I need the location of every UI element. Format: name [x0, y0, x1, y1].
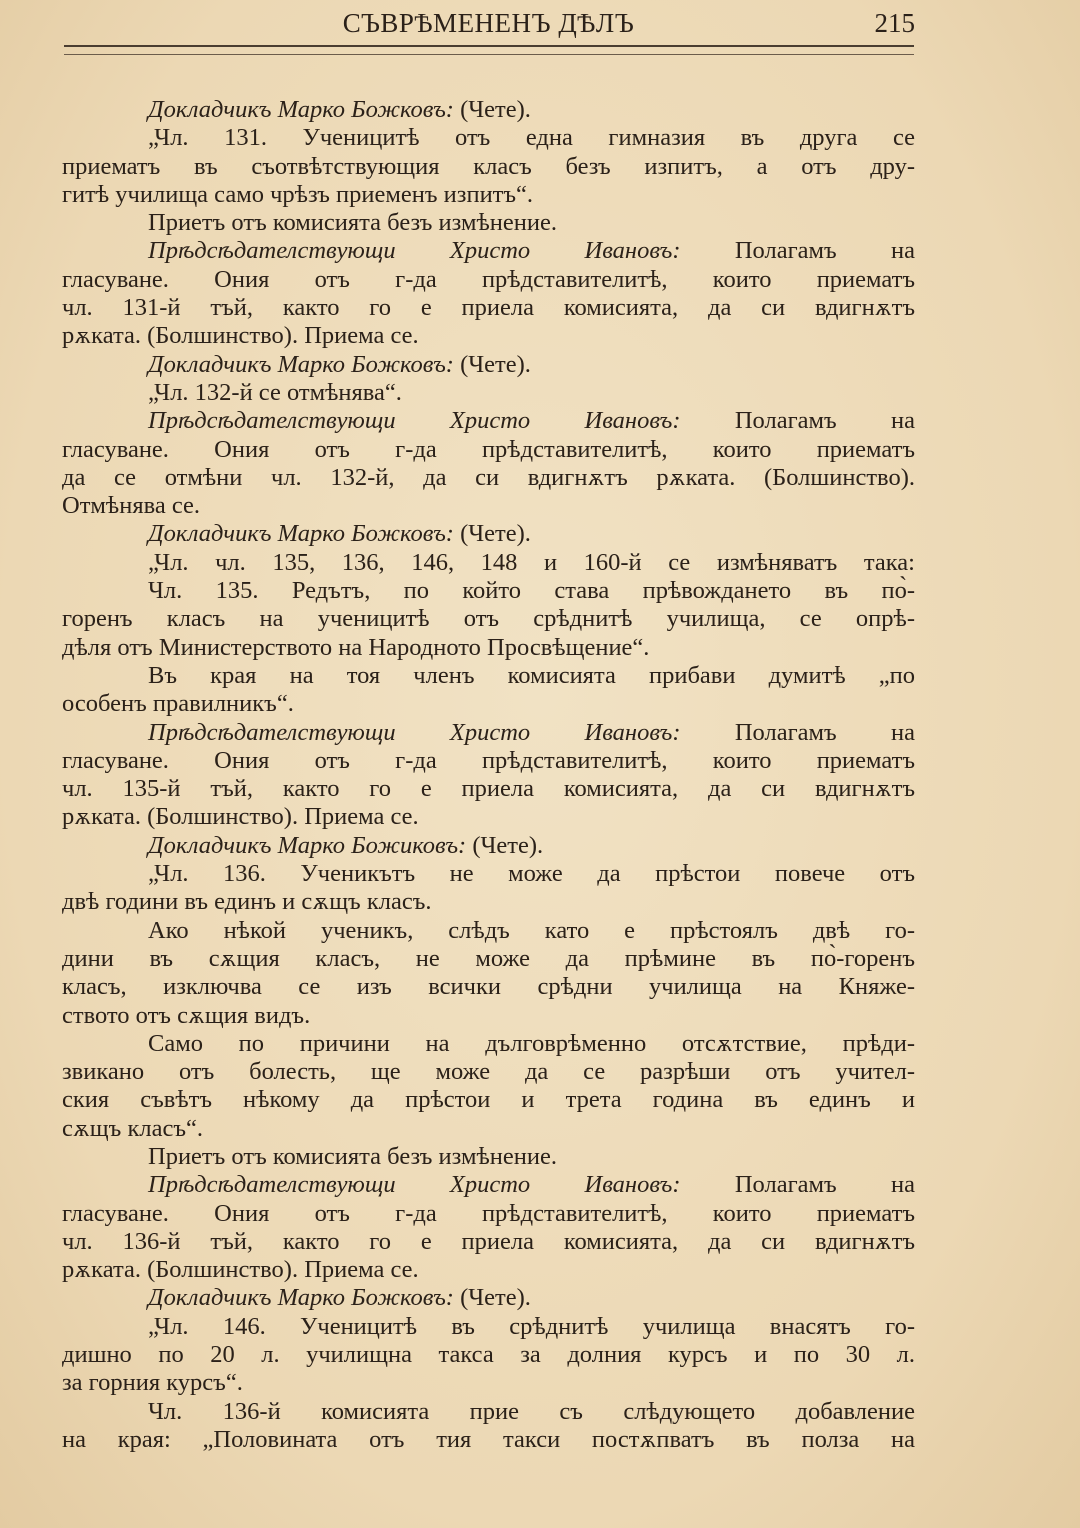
- running-header: [62, 6, 915, 40]
- line-text: Чл. 135. Редътъ, по който става прѣвождането въ по̀-: [148, 577, 915, 605]
- line-text: дишно по 20 л. училищна такса за долния курсъ и по 30 л.: [62, 1341, 915, 1369]
- line-text: „Чл. чл. 135, 136, 146, 148 и 160-й се измѣняватъ така:: [148, 548, 915, 576]
- line-text: Отмѣнява се.: [62, 492, 201, 520]
- line-text: двѣ години въ единъ и сѫщъ класъ.: [62, 888, 432, 916]
- line-text: особенъ правилникъ“.: [62, 690, 294, 718]
- text-line: [62, 775, 915, 803]
- speaker-name: Докладчикъ Марко Божковъ:: [148, 96, 454, 123]
- line-text: да се отмѣни чл. 132-й, да си вдигнѫтъ рѫката. (Болшинство).: [62, 463, 915, 491]
- text-line: [62, 1115, 915, 1143]
- line-text: рѫката. (Болшинство). Приема се.: [62, 1256, 419, 1284]
- line-text: Въ края на тоя членъ комисията прибави думитѣ „по: [148, 661, 915, 689]
- text-line: [62, 945, 915, 973]
- text-line: [62, 237, 915, 265]
- line-text: дѣля отъ Министерството на Народното Просвѣщение“.: [62, 633, 650, 661]
- line-text: дини въ сѫщия класъ, не може да прѣмине въ по̀-горенъ: [62, 944, 915, 972]
- line-text: „Чл. 132-й се отмѣнява“.: [148, 378, 402, 406]
- line-text: ския съвѣтъ нѣкому да прѣстои и трета година въ единъ и: [62, 1086, 915, 1114]
- line-text: горенъ класъ на ученицитѣ отъ срѣднитѣ училища, се опрѣ-: [62, 605, 915, 633]
- text-line: [62, 124, 915, 152]
- text-line: [62, 1171, 915, 1199]
- text-line: [62, 888, 915, 916]
- line-text: Приетъ отъ комисията безъ измѣнение.: [148, 209, 557, 237]
- speaker-name: Прѣдсѣдателствующи Христо Ивановъ:: [148, 237, 681, 265]
- line-text: (Чете).: [453, 1284, 531, 1312]
- page-number: 215: [874, 8, 915, 38]
- speaker-name: Прѣдсѣдателствующи Христо Ивановъ:: [148, 718, 681, 746]
- line-text: Чл. 136-й комисията прие съ слѣдующето добавление: [148, 1397, 915, 1425]
- text-line: [62, 1200, 915, 1228]
- line-text: Полагамъ на: [680, 1171, 915, 1199]
- text-line: [62, 832, 915, 860]
- line-text: гитѣ училища само чрѣзъ приеменъ изпитъ“.: [62, 180, 534, 208]
- text-line: [62, 1398, 915, 1426]
- text-line: [62, 181, 915, 209]
- text-line: [62, 1002, 915, 1030]
- line-text: Полагамъ на: [680, 718, 915, 746]
- text-line: [62, 690, 915, 718]
- text-line: [62, 549, 915, 577]
- speaker-name: Докладчикъ Марко Божковъ:: [148, 1284, 454, 1312]
- text-line: [62, 1058, 915, 1086]
- speaker-name: Докладчикъ Марко Божковъ:: [148, 350, 454, 378]
- line-text: сѫщъ класъ“.: [62, 1114, 204, 1142]
- text-line: [62, 266, 915, 294]
- text-line: [62, 1426, 915, 1454]
- text-line: [62, 322, 915, 350]
- text-line: [62, 1086, 915, 1114]
- line-text: „Чл. 146. Ученицитѣ въ срѣднитѣ училища внасятъ го-: [148, 1312, 915, 1340]
- speaker-name: Прѣдсѣдателствующи Христо Ивановъ:: [148, 1171, 681, 1199]
- speaker-name: Докладчикъ Марко Божковъ:: [148, 520, 454, 548]
- text-line: [62, 351, 915, 379]
- text-line: [62, 1369, 915, 1397]
- text-line: [62, 1228, 915, 1256]
- line-text: „Чл. 136. Ученикътъ не може да прѣстои повече отъ: [148, 860, 915, 888]
- text-line: [62, 662, 915, 690]
- line-text: гласуване. Ония отъ г-да прѣдставителитѣ, които приематъ: [62, 1199, 915, 1227]
- text-line: [62, 917, 915, 945]
- text-line: [62, 464, 915, 492]
- text-line: [62, 436, 915, 464]
- text-line: [62, 294, 915, 322]
- text-line: [62, 1030, 915, 1058]
- text-line: [62, 1256, 915, 1284]
- text-line: [62, 209, 915, 237]
- text-line: [62, 1313, 915, 1341]
- line-text: звикано отъ болесть, ще може да се разрѣши отъ учител-: [62, 1058, 915, 1086]
- line-text: (Чете).: [453, 520, 531, 548]
- line-text: гласуване. Ония отъ г-да прѣдставителитѣ, които приематъ: [62, 265, 915, 293]
- body-text: [62, 96, 915, 1454]
- text-line: [62, 379, 915, 407]
- text-line: [62, 860, 915, 888]
- text-line: [62, 1341, 915, 1369]
- line-text: чл. 131-й тъй, както го е приела комисията, да си вдигнѫтъ: [62, 294, 915, 322]
- text-line: [62, 973, 915, 1001]
- line-text: ството отъ сѫщия видъ.: [62, 1001, 311, 1029]
- text-line: [62, 520, 915, 548]
- line-text: класъ, изключва се изъ всички срѣдни училища на Княже-: [62, 973, 915, 1001]
- text-line: [62, 407, 915, 435]
- text-line: [62, 492, 915, 520]
- line-text: Ако нѣкой ученикъ, слѣдъ като е прѣстоялъ двѣ го-: [148, 916, 915, 944]
- line-text: Полагамъ на: [680, 237, 915, 265]
- text-line: [62, 96, 915, 124]
- line-text: приематъ въ съотвѣтствующия класъ безъ изпитъ, а отъ дру-: [62, 152, 915, 180]
- text-line: [62, 577, 915, 605]
- text-line: [62, 719, 915, 747]
- line-text: рѫката. (Болшинство). Приема се.: [62, 803, 419, 831]
- line-text: Приетъ отъ комисията безъ измѣнение.: [148, 1142, 557, 1170]
- line-text: рѫката. (Болшинство). Приема се.: [62, 322, 419, 350]
- line-text: чл. 135-й тъй, както го е приела комисията, да си вдигнѫтъ: [62, 775, 915, 803]
- line-text: Само по причини на дълговрѣменно отсѫтствие, прѣди-: [148, 1029, 915, 1057]
- line-text: (Чете).: [466, 831, 544, 859]
- line-text: (Чете).: [453, 96, 531, 123]
- line-text: гласуване. Ония отъ г-да прѣдставителитѣ, които приематъ: [62, 435, 915, 463]
- line-text: гласуване. Ония отъ г-да прѣдставителитѣ, които приематъ: [62, 746, 915, 774]
- header-double-rule: [64, 45, 914, 55]
- line-text: на края: „Половината отъ тия такси постѫпватъ въ полза на: [62, 1425, 915, 1453]
- speaker-name: Прѣдсѣдателствующи Христо Ивановъ:: [148, 407, 681, 435]
- text-line: [62, 747, 915, 775]
- text-line: [62, 634, 915, 662]
- line-text: за горния курсъ“.: [62, 1369, 243, 1397]
- line-text: Полагамъ на: [680, 407, 915, 435]
- text-line: [62, 1284, 915, 1312]
- speaker-name: Докладчикъ Марко Божиковъ:: [148, 831, 467, 859]
- text-line: [62, 605, 915, 633]
- section-title: СЪВРѢМЕНЕНЪ ДѢЛЪ: [342, 8, 635, 38]
- text-line: [62, 803, 915, 831]
- line-text: „Чл. 131. Ученицитѣ отъ една гимназия въ друга се: [148, 124, 915, 152]
- line-text: чл. 136-й тъй, както го е приела комисията, да си вдигнѫтъ: [62, 1227, 915, 1255]
- text-line: [62, 1143, 915, 1171]
- text-line: [62, 153, 915, 181]
- line-text: (Чете).: [453, 350, 531, 378]
